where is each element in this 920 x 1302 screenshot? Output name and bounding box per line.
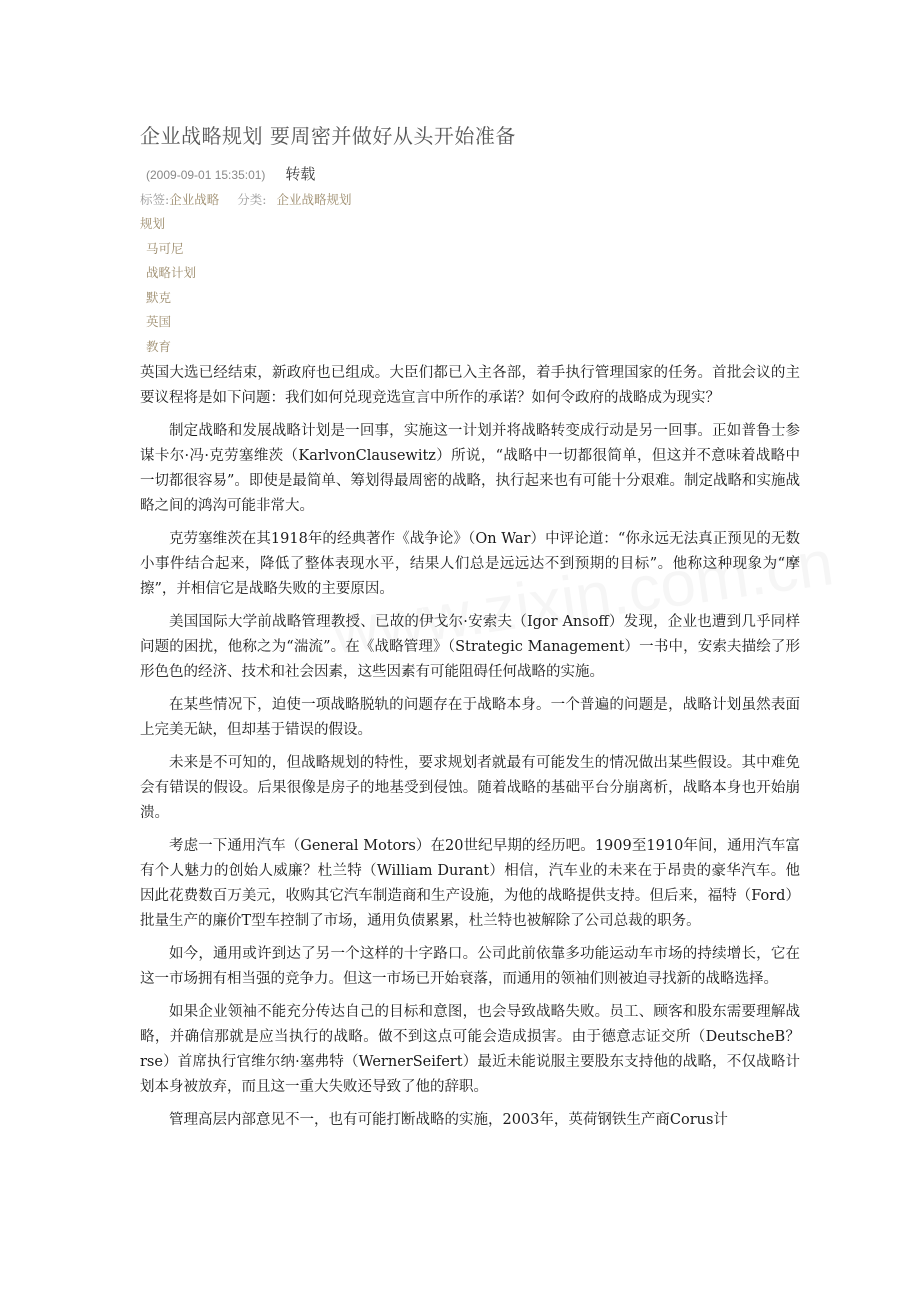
paragraph: 英国大选已经结束，新政府也已组成。大臣们都已入主各部，着手执行管理国家的任务。首批会议的主要议程将是如下问题：我们如何兑现竞选宣言中所作的承诺？如何令政府的战略成为现实？ xyxy=(140,365,800,406)
tag-link[interactable]: 教育 xyxy=(146,338,172,354)
tags-label: 标签: xyxy=(140,192,170,207)
paragraph: 克劳塞维茨在其1918年的经典著作《战争论》（On War）中评论道：“你永远无法真正预见的无数小事件结合起来，降低了整体表现水平，结果人们总是远远达不到预期的目标”。他称这种现象为“摩擦”，并相信它是战略失败的主要原因。 xyxy=(140,531,800,597)
paragraph: 考虑一下通用汽车（General Motors）在20世纪早期的经历吧。1909至1910年间，通用汽车富有个人魅力的创始人威廉？杜兰特（William Durant）相信，汽车业的未来在于昂贵的豪华汽车。他因此花费数百万美元，收购其它汽车制造商和生产设施，为他的战略提供支持。但后来，福特（Ford）批量生产的廉价T型车控制了市场，通用负债累累，杜兰特也被解除了公司总裁的职务。 xyxy=(140,838,800,929)
tag-link[interactable]: 马可尼 xyxy=(146,240,184,256)
article-meta xyxy=(140,163,800,184)
category-link[interactable]: 企业战略规划 xyxy=(276,192,352,207)
paragraph: 美国国际大学前战略管理教授、已故的伊戈尔·安索夫（Igor Ansoff）发现，企业也遭到几乎同样问题的困扰，他称之为“湍流”。在《战略管理》（Strategic Management）一书中，安索夫描绘了形形色色的经济、技术和社会因素，这些因素有可能阻碍任何战略的实施。 xyxy=(140,614,800,680)
article xyxy=(140,120,800,1141)
article-body xyxy=(140,361,800,1133)
paragraph: 制定战略和发展战略计划是一回事，实施这一计划并将战略转变成行动是另一回事。正如普鲁士参谋卡尔·冯·克劳塞维茨（KarlvonClausewitz）所说，“战略中一切都很简单，但这并不意味着战略中一切都很容易”。即使是最简单、筹划得最周密的战略，执行起来也有可能十分艰难。制定战略和实施战略之间的鸿沟可能非常大。 xyxy=(140,423,800,514)
post-date: (2009-09-01 15:35:01) xyxy=(146,168,266,182)
article-title: 企业战略规划 要周密并做好从头开始准备 xyxy=(140,124,516,148)
tag-link[interactable]: 规划 xyxy=(140,216,166,231)
tag-list xyxy=(140,212,800,359)
tag-link-0[interactable]: 企业战略 xyxy=(169,192,220,207)
tag-link[interactable]: 默克 xyxy=(146,289,172,305)
tag-link[interactable]: 英国 xyxy=(146,314,172,329)
repost-label: 转载 xyxy=(285,165,316,183)
paragraph: 在某些情况下，迫使一项战略脱轨的问题存在于战略本身。一个普遍的问题是，战略计划虽然表面上完美无缺，但却基于错误的假设。 xyxy=(140,697,800,738)
tag-link[interactable]: 战略计划 xyxy=(146,265,197,280)
paragraph: 未来是不可知的，但战略规划的特性，要求规划者就最有可能发生的情况做出某些假设。其中难免会有错误的假设。后果很像是房子的地基受到侵蚀。随着战略的基础平台分崩离析，战略本身也开始崩溃。 xyxy=(140,755,800,821)
paragraph: 如今，通用或许到达了另一个这样的十字路口。公司此前依靠多功能运动车市场的持续增长，它在这一市场拥有相当强的竞争力。但这一市场已开始衰落，而通用的领袖们则被迫寻找新的战略选择。 xyxy=(140,946,800,987)
tag-category-line xyxy=(140,188,800,212)
paragraph: 管理高层内部意见不一，也有可能打断战略的实施，2003年，英荷钢铁生产商Corus计 xyxy=(169,1112,728,1128)
category-label: 分类: xyxy=(237,192,267,207)
paragraph: 如果企业领袖不能充分传达自己的目标和意图，也会导致战略失败。员工、顾客和股东需要理解战略，并确信那就是应当执行的战略。做不到这点可能会造成损害。由于德意志证交所（DeutscheB？rse）首席执行官维尔纳·塞弗特（WernerSeifert）最近未能说服主要股东支持他的战略，不仅战略计划本身被放弃，而且这一重大失败还导致了他的辞职。 xyxy=(140,1004,800,1095)
